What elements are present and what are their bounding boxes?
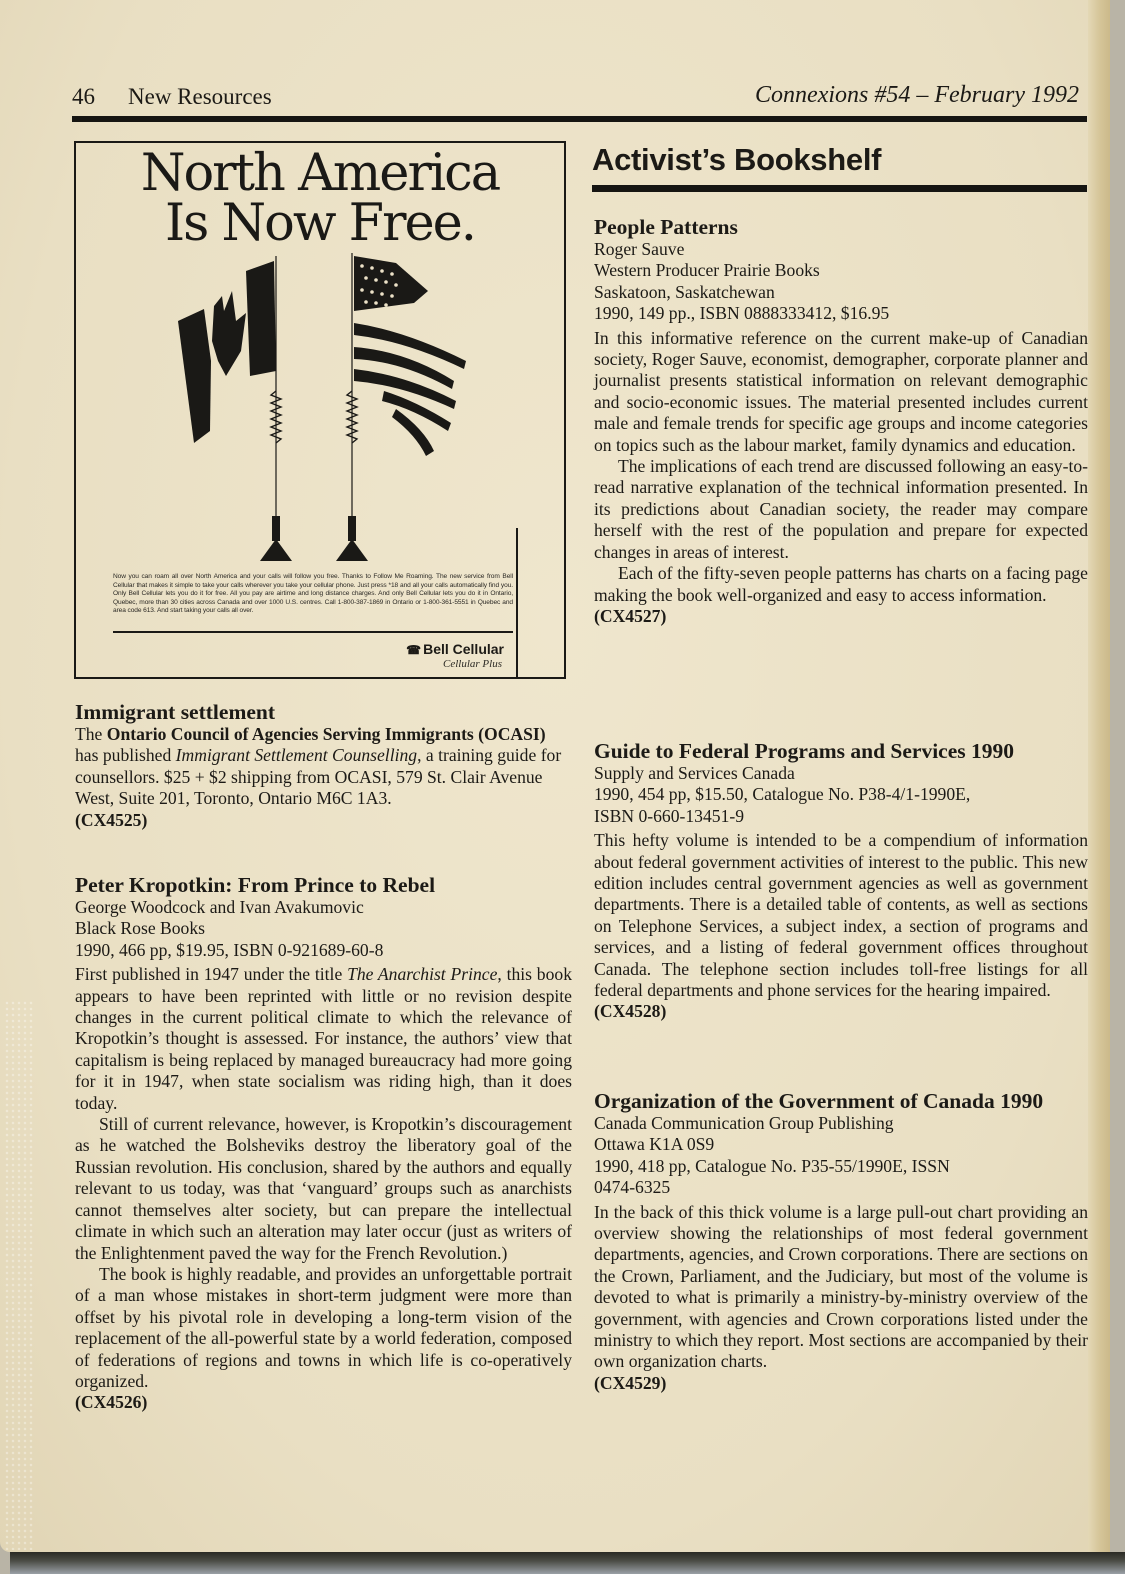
organization-name: Ontario Council of Agencies Serving Immigrants (OCASI) (106, 724, 546, 744)
authors: George Woodcock and Ivan Avakumovic (75, 897, 364, 917)
publication-details: 1990, 418 pp, Catalogue No. P35-55/1990E, ISSN (594, 1155, 950, 1176)
book-title: Immigrant Settlement Counselling (175, 745, 418, 766)
catalog-code: (CX4526) (75, 1392, 148, 1413)
entry-org-government (594, 1090, 1088, 1394)
section-title: Activist’s Bookshelf (592, 142, 882, 177)
review-paragraph: This hefty volume is intended to be a compendium of information about federal government activities of interest to the public. This new edition includes central government agencies as well as government departments. There is a detailed table of contents, as well as sections on Telephone Services, a subject index, a section of programs and services, and a listing of federal government offices throughout Canada. The telephone section includes toll-free listings for all federal departments and phone services for the hearing impaired. (594, 830, 1088, 1001)
ad-brand-name: Bell Cellular (423, 641, 504, 657)
review-paragraph: The book is highly readable, and provides an unforgettable portrait of a man whose mistakes in short-term judgment were more than offset by his pivotal role in developing a long-term vision of the replacement of the all-powerful state by a world federation, composed of federations of regions and towns in which life is co-operatively organized. (75, 1263, 572, 1391)
entry-title: People Patterns (594, 215, 738, 239)
page-stack-shadow (10, 1552, 1125, 1574)
publication-details: 1990, 149 pp., ISBN 0888333412, $16.95 (594, 303, 890, 324)
publisher: Black Rose Books (75, 918, 205, 939)
body-text: , a training guide for counsellors. $25 + $2 shipping from OCASI, 579 St. Clair Avenue West, Suite 201, Toronto, Ontario M6C 1A3. (75, 745, 562, 809)
catalog-code: (CX4527) (594, 605, 667, 626)
ad-headline (76, 144, 564, 253)
entry-meta (75, 897, 572, 961)
review-paragraph: In the back of this thick volume is a large pull-out chart providing an overview showing the relationships of most federal government departments, agencies, and Crown corporations. There are sections on the Crown, Parliament, and the Judiciary, but most of the volume is devoted to what is primarily a ministry-by-ministry overview of the government, with agencies and Crown corporations listed under the ministry to which they report. Most sections are accompanied by their own organization charts. (594, 1201, 1088, 1372)
issn: 0474-6325 (594, 1177, 671, 1198)
catalog-code: (CX4525) (75, 809, 148, 830)
ad-headline-line-2: Is Now Free. (164, 194, 476, 253)
review-paragraph: Still of current relevance, however, is Kropotkin’s discouragement as he watched the Bolsheviks destroy the liberatory goal of the Russian revolution. His conclusion, shared by the authors and equally relevant to us today, was that ‘vanguard’ groups such as anarchists cannot themselves alter society, but can prepare the intellectual climate in which such an alteration may later occur (just as writers of the Enlightenment paved the way for the French Revolution.) (75, 1114, 572, 1263)
entry-meta (594, 1113, 1088, 1199)
canada-flag-icon (178, 256, 276, 546)
entry-body (75, 724, 572, 810)
page-number: 46 (72, 84, 95, 109)
usa-flag-icon (352, 253, 466, 546)
ad-antenna-line (516, 528, 518, 678)
ad-brand (406, 641, 504, 657)
review-paragraph: Each of the fifty-seven people patterns has charts on a facing page making the book well-organized and easy to access information. (594, 563, 1088, 605)
paper-emboss-texture (4, 1000, 34, 1550)
entry-title: Peter Kropotkin: From Prince to Rebel (75, 873, 436, 897)
bell-logo-icon: ☎ (406, 643, 422, 657)
body-text: , this book appears to have been reprinted with little or no revision despite changes in the current political climate to which the relevance of Kropotkin’s thought is assessed. For instance, the authors’ view that capitalism is being replaced by managed bureaucracy had more going for it in 1947, when state socialism was riding high, than it does today. (75, 964, 572, 1113)
ad-body-copy: Now you can roam all over North America and your calls will follow you free. Thanks to Follow Me Roaming. The new service from Bell Cellular that makes it simple to take your calls wherever you take your cellular phone. Just press *18 and all your calls automatically find you. Only Bell Cellular lets you do it for free. All you pay are airtime and long distance charges. And only Bell Cellular lets you do it in Ontario, Quebec, more than 30 cities across Canada and over 1000 U.S. centres. Call 1-800-387-1869 in Ontario or 1-800-361-5551 in Quebec and area code 613. And start taking your calls all over. (113, 573, 513, 615)
flags-illustration (166, 251, 526, 571)
catalog-code: (CX4529) (594, 1372, 667, 1393)
entry-meta (594, 763, 1088, 827)
body-text: The (75, 724, 107, 744)
ad-headline-line-1: North America (140, 144, 500, 203)
ad-divider (113, 631, 513, 633)
entry-people-patterns (594, 216, 1088, 627)
page-edge (1088, 0, 1110, 1552)
review-paragraph: In this informative reference on the current make-up of Canadian society, Roger Sauve, economist, demographer, corporate planner and journalist presents statistical information on relevant demographic and socio-economic issues. The material presented includes current male and female trends for specific age groups and income categories on topics such as the labour market, family dynamics and education. (594, 327, 1088, 455)
body-text: First published in 1947 under the title (75, 964, 348, 985)
entry-title: Guide to Federal Programs and Services 1990 (594, 739, 1014, 763)
entry-kropotkin (75, 874, 572, 1414)
review-paragraph: The implications of each trend are discussed following an easy-to-read narrative explanation of the technical information presented. In its predictions about Canadian society, the reader may compare herself with the rest of the population and prepare for expected changes in areas of interest. (594, 456, 1088, 562)
publisher-location: Ottawa K1A 0S9 (594, 1134, 715, 1155)
publisher: Western Producer Prairie Books (594, 260, 820, 281)
publication-details: 1990, 466 pp, $19.95, ISBN 0-921689-60-8 (75, 939, 384, 960)
isbn: ISBN 0-660-13451-9 (594, 805, 745, 826)
entry-immigrant-settlement (75, 701, 572, 831)
issue-info: Connexions #54 – February 1992 (755, 82, 1079, 108)
book-title: The Anarchist Prince (347, 964, 498, 985)
entry-meta (594, 239, 1088, 325)
bell-cellular-advertisement (74, 141, 566, 679)
entry-title: Immigrant settlement (75, 700, 276, 724)
entry-federal-guide (594, 740, 1088, 1023)
section-rule (592, 185, 1087, 192)
publisher-location: Saskatoon, Saskatchewan (594, 281, 775, 302)
author: Roger Sauve (594, 239, 685, 259)
section-name: New Resources (128, 84, 272, 109)
publication-details: 1990, 454 pp, $15.50, Catalogue No. P38-4/1-1990E, (594, 784, 971, 805)
entry-title: Organization of the Government of Canada 1990 (594, 1089, 1044, 1113)
body-text: has published (75, 745, 176, 766)
review-paragraph (75, 964, 572, 1114)
running-header (72, 80, 1087, 114)
header-rule (72, 116, 1087, 122)
publisher: Canada Communication Group Publishing (594, 1113, 894, 1133)
publisher: Supply and Services Canada (594, 763, 795, 783)
car-antenna-icon (271, 391, 357, 443)
catalog-code: (CX4528) (594, 1001, 667, 1022)
ad-tagline: Cellular Plus (443, 658, 502, 670)
